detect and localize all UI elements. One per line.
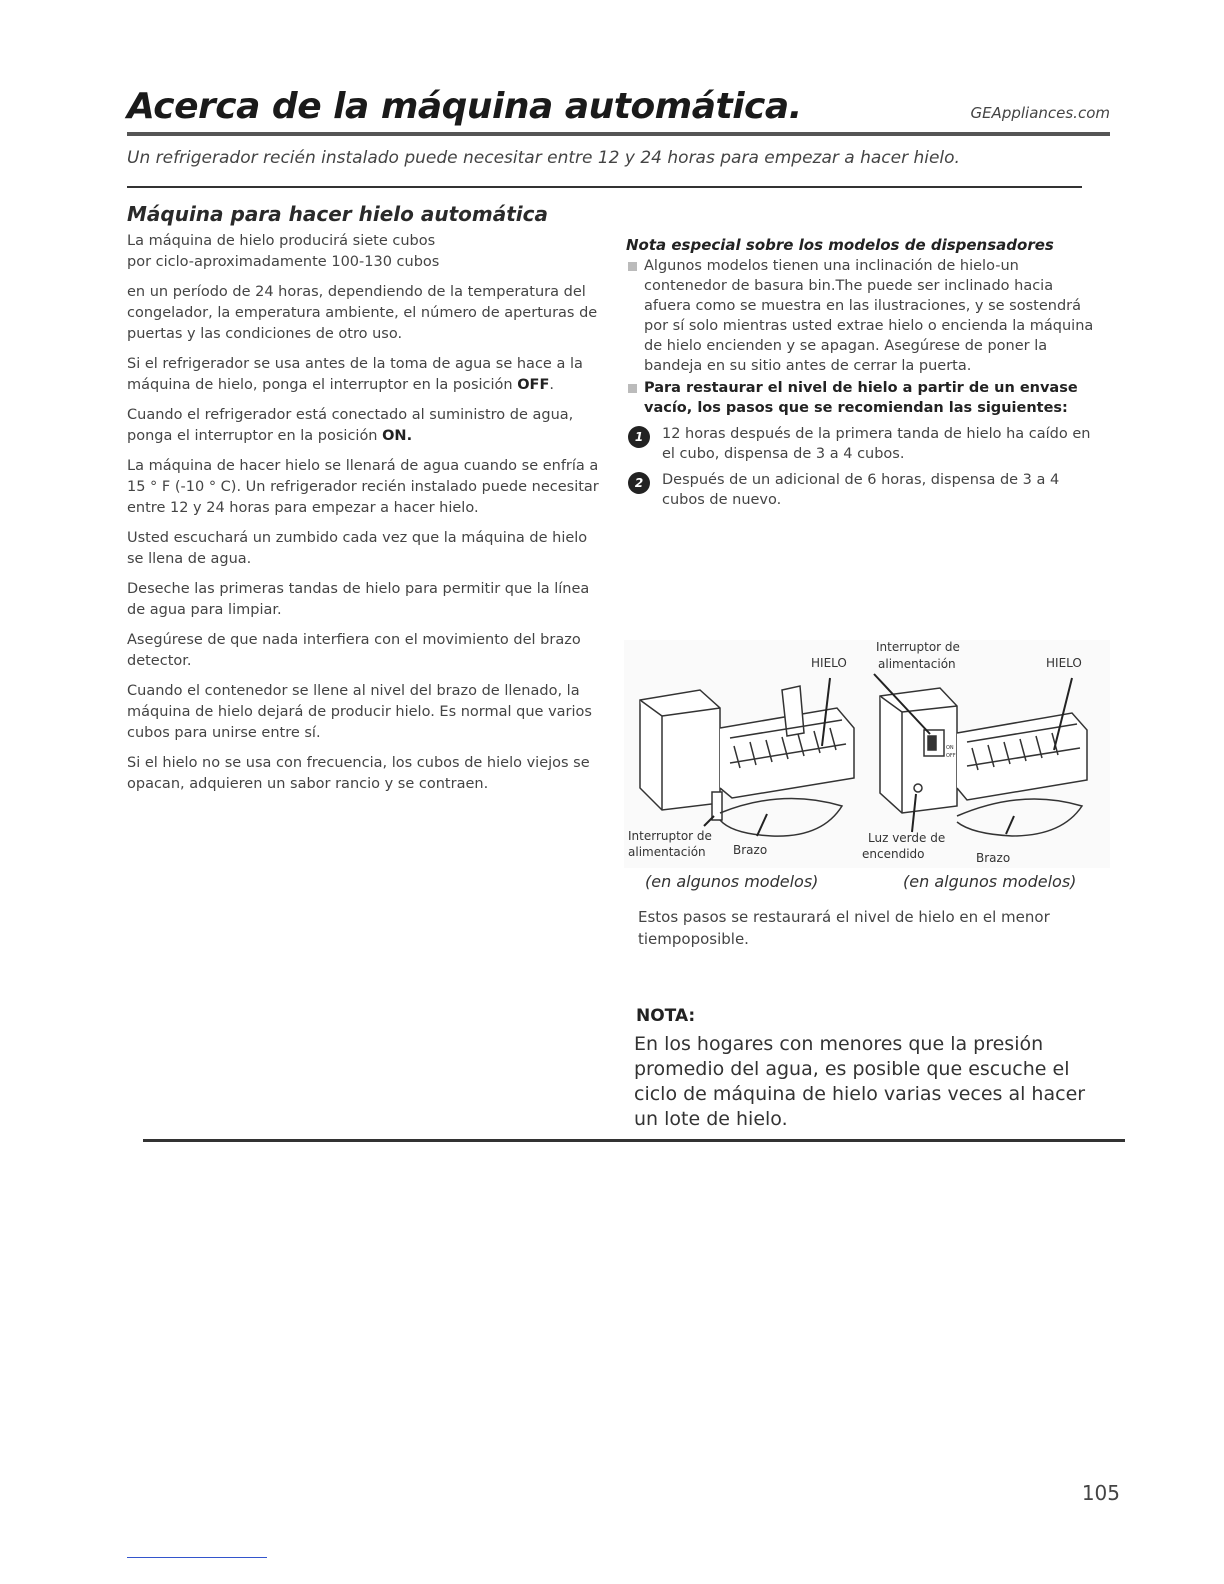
text: . [549, 377, 554, 393]
paragraph-discard: Deseche las primeras tandas de hielo para permitir que la línea de agua para limpiar. [127, 581, 590, 618]
paragraph-old-ice: Si el hielo no se usa con frecuencia, los cubos de hielo viejos se opacan, adquieren un sabor rancio y se contraen. [127, 755, 590, 792]
step-number-icon: 2 [628, 472, 650, 494]
footer-link-line [127, 1557, 267, 1558]
step-1 [626, 424, 1096, 464]
title-divider [127, 132, 1110, 136]
left-column [127, 231, 607, 804]
switch-off-label: OFF [946, 753, 956, 759]
icemaker-illustration [622, 638, 1112, 870]
bold-off: OFF [517, 377, 550, 393]
step-number-icon: 1 [628, 426, 650, 448]
paragraph-cubes-b: por ciclo-aproximadamente 100-130 cubos [127, 254, 440, 270]
restored-text: Estos pasos se restaurará el nivel de hielo en el menor tiempoposible. [638, 908, 1050, 948]
step-2 [626, 470, 1096, 510]
paragraph-off [127, 354, 607, 396]
label-brazo-left: Brazo [733, 843, 768, 857]
switch-on-label: ON [946, 745, 954, 751]
nota-heading: NOTA: [636, 1006, 696, 1026]
paragraph-full: Cuando el contenedor se llene al nivel del brazo de llenado, la máquina de hielo dejará de producir hielo. Es normal que varios cubos para unirse entre sí. [127, 683, 592, 741]
note-heading: Nota especial sobre los modelos de dispensadores [626, 236, 1054, 254]
label-switch-left-b: alimentación [628, 845, 706, 859]
label-hielo-left: HIELO [811, 656, 847, 670]
paragraph-on [127, 405, 607, 447]
text: Después de un adicional de 6 horas, dispensa de 3 a 4 cubos de nuevo. [662, 472, 1060, 508]
page-number: 105 [1081, 1481, 1120, 1505]
paragraph-arm: Asegúrese de que nada interfiera con el movimiento del brazo detector. [127, 632, 581, 669]
bold-on: ON. [382, 428, 413, 444]
label-brazo-right: Brazo [976, 851, 1011, 865]
paragraph-hum: Usted escuchará un zumbido cada vez que la máquina de hielo se llena de agua. [127, 530, 588, 567]
bottom-divider [143, 1139, 1125, 1142]
bullet-tilt [626, 256, 1096, 376]
label-switch-top-b: alimentación [878, 657, 956, 671]
caption-left: (en algunos modelos) [645, 872, 819, 891]
text: Algunos modelos tienen una inclinación de hielo-un contenedor de basura bin.The puede ser inclinado hacia afuera como se muestra en las ilustraciones, y se sostendrá por sí solo mientras usted extrae hielo o encienda la máquina de hielo encienden y se apagan. Asegúrese de poner la bandeja en su sitio antes de cerrar la puerta. [644, 258, 1094, 374]
site-url: GEAppliances.com [970, 104, 1110, 122]
page-title: Acerca de la máquina automática. [127, 86, 802, 127]
paragraph-cubes-a: La máquina de hielo producirá siete cubos [127, 233, 436, 249]
text: Si el refrigerador se usa antes de la toma de agua se hace a la máquina de hielo, ponga el interruptor en la posición [127, 356, 583, 393]
page-subtitle: Un refrigerador recién instalado puede necesitar entre 12 y 24 horas para empezar a hacer hielo. [127, 148, 960, 168]
label-light-a: Luz verde de [868, 831, 946, 845]
section-heading: Máquina para hacer hielo automática [127, 202, 548, 226]
bullet-restore [626, 378, 1096, 418]
text: 12 horas después de la primera tanda de hielo ha caído en el cubo, dispensa de 3 a 4 cubos. [662, 426, 1091, 462]
paragraph-period: en un período de 24 horas, dependiendo de la temperatura del congelador, la emperatura ambiente, el número de aperturas de puertas y las condiciones de otro uso. [127, 284, 598, 342]
text: Para restaurar el nivel de hielo a partir de un envase vacío, los pasos que se recomiendan las siguientes: [644, 380, 1078, 416]
bullet-square-icon [628, 384, 637, 393]
nota-body: En los hogares con menores que la presión promedio del agua, es posible que escuche el ciclo de máquina de hielo varias veces al hacer un lote de hielo. [634, 1033, 1086, 1130]
label-switch-left-a: Interruptor de [628, 829, 712, 843]
label-hielo-right: HIELO [1046, 656, 1082, 670]
caption-right: (en algunos modelos) [903, 872, 1077, 891]
text: Cuando el refrigerador está conectado al suministro de agua, ponga el interruptor en la posición [127, 407, 574, 444]
label-switch-top-a: Interruptor de [876, 640, 960, 654]
bullet-square-icon [628, 262, 637, 271]
label-light-b: encendido [862, 847, 925, 861]
section-divider [127, 186, 1082, 188]
paragraph-fill: La máquina de hacer hielo se llenará de agua cuando se enfría a 15 ° F (-10 ° C). Un refrigerador recién instalado puede necesitar entre 12 y 24 horas para empezar a hacer hielo. [127, 458, 599, 516]
right-column [626, 236, 1096, 510]
